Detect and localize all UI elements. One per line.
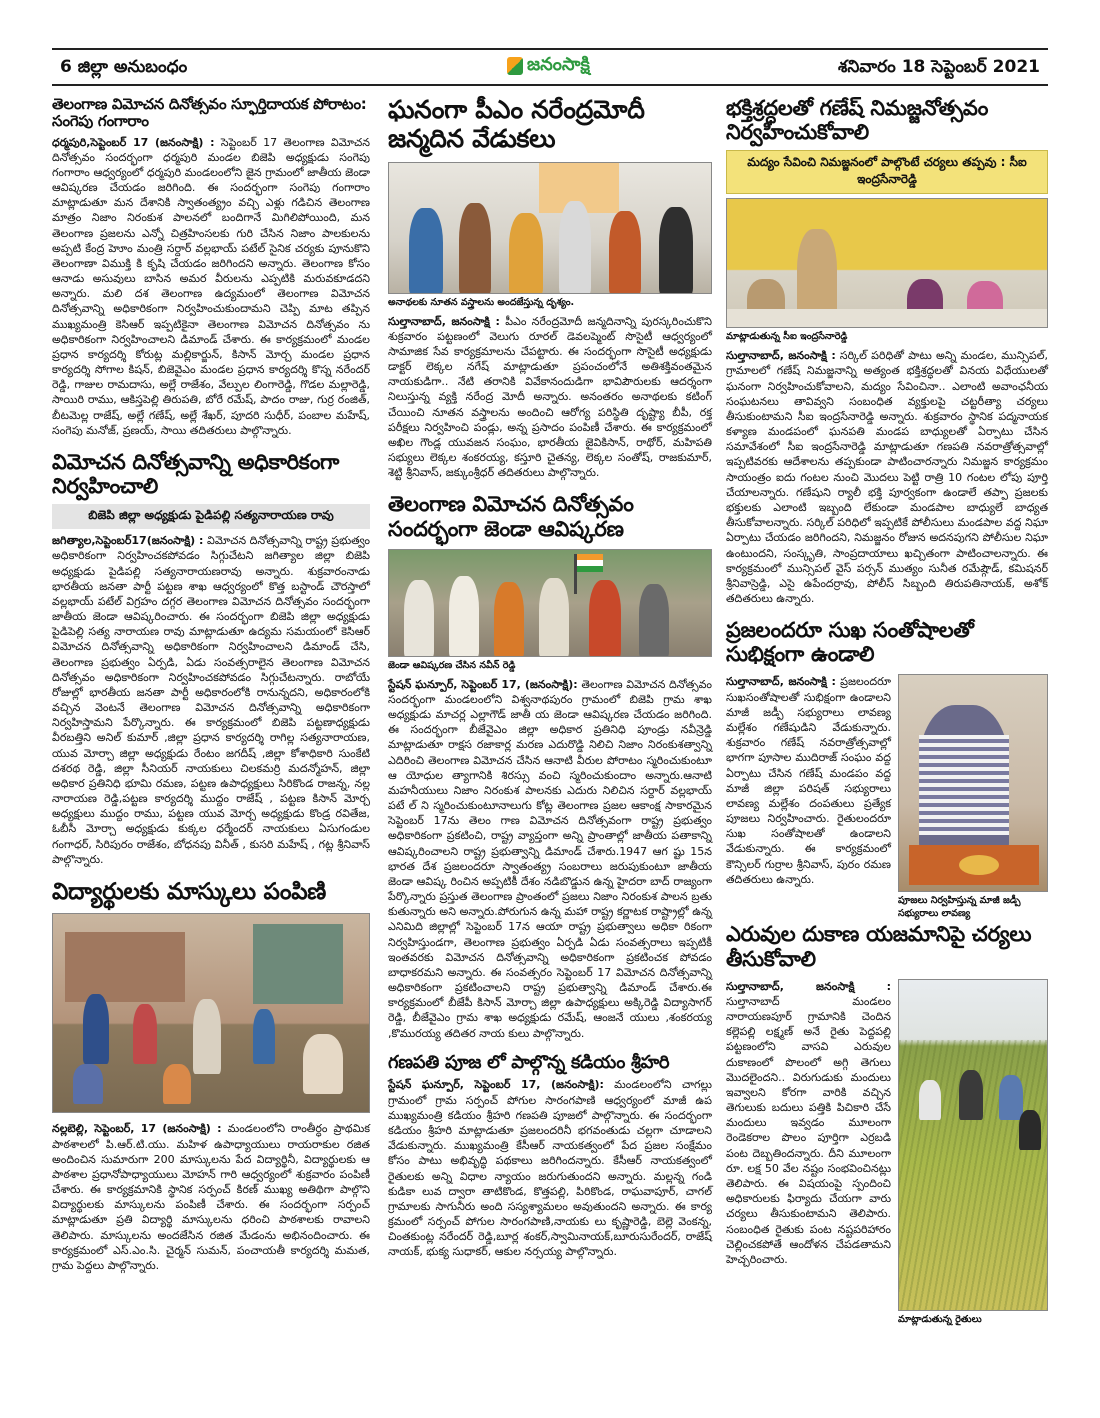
dateline: సుల్తానాబాద్, జనంసాక్షి : <box>726 349 836 363</box>
article-kadiyam <box>388 1053 712 1260</box>
article-body <box>726 348 1048 606</box>
masks-distribution-photo <box>52 913 370 1113</box>
dateline: జగిత్యాల,సెప్టెంబర్17(జనంసాక్షి) : <box>52 534 204 548</box>
headline: గణపతి పూజ లో పాల్గొన్న కడియం శ్రీహరి <box>388 1051 670 1073</box>
headline: తెలంగాణ విమోచన దినోత్సవం స్ఫూర్తిదాయక పోరాటం: సంగెపు గంగారాం <box>52 95 367 131</box>
headline: విమోచన దినోత్సవాన్ని అధికారికంగా నిర్వహించాలి <box>52 449 340 499</box>
article-satyanarayana <box>52 450 370 867</box>
flag-hoisting-photo <box>388 549 712 657</box>
puja-photo <box>898 674 1048 892</box>
article-masks <box>52 879 370 1273</box>
article-body <box>726 979 891 1267</box>
logo-mark-icon <box>507 57 523 75</box>
article-body <box>52 533 370 867</box>
body-text: పీఎం నరేంద్రమోదీ జన్మదినాన్ని పురస్కరించుకొని శుక్రవారం పట్టణంలో వెలుగు రూరల్ డెవలప్మెంట్ సొసైటీ ఆధ్వర్యంలో సామాజిక సేవ కార్యక్రమాలను చేపట్టారు. ఈ సందర్భంగా సొసైటీ అధ్యక్షుడు డాక్టర్ లెక్కల నగేష్ మాట్లాడుతూ ప్రపంచంలోనే అతిశక్తివంతమైన నాయకుడిగా.. నేటి తరానికి వివేకానందుడిగా భావిపౌరులకు ఆదర్శంగా నిలుస్తున్న వ్యక్తి నరేంద్ర మోదీ అన్నారు. అనంతరం అనాథలకు కటింగ్ చేయించి నూతన వస్త్రాలను అందించి ఆరోగ్య పరిస్థితి దృష్ట్యా బీపీ, రక్త పరీక్షలు నిర్వహించి పండ్లు, అన్న ప్రసాదం పంపిణీ చేశారు. ఈ కార్యక్రమంలో అఖిల గౌండ్ల యువజన సంఘం, భారతీయ జైవికిసాన్, రాథోర్, మహిపతి సభ్యులు లెక్కల శంకరయ్య, కస్తూరి చైతన్య, లెక్కల సంతోష్, రాజకుమార్, శెట్టి శ్రీనివాస్, జక్కుంశ్రీధర్ తదితరులు పాల్గొన్నారు. <box>388 314 712 480</box>
dateline: సుల్తానాబాద్, జనంసాక్షి : <box>388 314 500 328</box>
body-text: సర్కిల్ పరిధితో పాటు అన్ని మండల, మున్సిపల్, గ్రామాలలో గణేష్ నిమజ్జనాన్ని అత్యంత భక్తిశ్రద్ధలతో వినయ విధేయులతో ఘనంగా నిర్వహించుకోవాలని, మద్యం సేవించినా.. ఎలాంటి అవాంఛనీయ సంఘటనలు తావివ్వని సంబంధిత వ్యక్తులపై చట్టరీత్యా చర్యలు తీసుకుంటామని సీఐ ఇంద్రసేనారెడ్డి అన్నారు. శుక్రవారం స్థానిక పద్మనాయక కళ్యాణ మండపంలో ఘనపతి మండప బాధ్యులతో ఏర్పాటు చేసిన సమావేశంలో సీఐ ఇంద్రసేనారెడ్డి మాట్లాడుతూ గణపతి నవరాత్రోత్సవాల్లో ఇప్పటివరకు ఆదేశాలను తప్పకుండా పాటించారన్నారు నిమజ్జన కార్యక్రమం సాయంత్రం ఐదు గంటల నుంచి మొదలు పెట్టి రాత్రి 10 గంటల లోపు పూర్తి చేయాలన్నారు. గణేషుని ర్యాలీ భక్తి పూర్వకంగా ఉండాలే తప్పా ప్రజలకు భక్తులకు ఎలాంటి ఇబ్బంది లేకుండా మండపాల బాధ్యులే బాధ్యత తీసుకోవాలన్నారు. సర్కిల్ పరిధిలో ఇప్పటికే పోలీసులు మండపాల వద్ద నిఘా ఏర్పాటు చేయడం జరిగిందని, నిమజ్జనం రోజున అదనపుగని పోలీసుల నిఘా ఉంటుందని, సంస్కృతి, సాంప్రదాయాలు ఖచ్చితంగా పాటించాలన్నారు. ఈ కార్యక్రమంలో మున్సిపల్ వైస్ పర్సన్ ముత్యం సునీత రమేష్గౌడ్, కమిషనర్ శ్రీనివాస్రెడ్డి, ఎసై ఉపేందర్రావు, పోలీస్ సిబ్బంది తిరుపతినాయక్, అశోక్ తదితరులు ఉన్నారు. <box>726 349 1048 606</box>
headline: ఘనంగా పీఎం నరేంద్రమోదీ జన్మదిన వేడుకలు <box>388 95 645 153</box>
photo-caption: మాట్లాడుతున్న సీఐ ఇంద్రసేనారెడ్డి <box>726 331 848 343</box>
dateline: సుల్తానాబాద్, జనంసాక్షి : <box>726 675 836 689</box>
article-body <box>388 677 712 1041</box>
body-text: సెప్టెంబర్ 17 తెలంగాణ విమోచన దినోత్సవం సందర్భంగా ధర్మపురి మండల బిజెపి అధ్యక్షుడు సంగెపు గంగారాం ఆధ్వర్యంలో ధర్మపురి మండలంలోని జైన గ్రామంలో జాతీయ జెండా ఆవిష్కరణ చేయడం జరిగింది. ఈ సందర్భంగా సంగెపు గంగారాం మాట్లాడుతూ మన దేశానికి స్వాతంత్య్రం వచ్చి ఎళ్లు గడిచిన తెలంగాణ మాత్రం నిజాం నిరంకుశ పాలనలో బందిగానే మిగిలిపోయింది, మన తెలంగాణ ప్రజలను ఎన్నో చిత్రహింసలకు గురి చేసిన నిజాం పాలకులను అప్పటి కేంద్ర హెూం మంత్రి సర్దార్ వల్లభాయ్ పటేల్ సైనిక చర్యకు పూనుకొని తెలంగాణా విముక్తి కి కృషి చేయడం జరిగిందని అన్నారు. తెలంగాణ కోసం ఆనాడు అసువులు బాసిన అమర వీరులను ఎప్పటికి మరువకూడదని అన్నారు. మలి దశ తెలంగాణ ఉద్యమంలో తెలంగాణ విమోచన దినోత్సవాన్ని అధికారికంగా నిర్వహించుకుందామని చెప్పి మాట తప్పిన ముఖ్యమంత్రి కెసిఆర్ ఇప్పటికైనా తెలంగాణ విమోచన దినోత్సవం ను అధికారికంగా నిర్వహించాలని డిమాండ్ చేశారు. ఈ కార్యక్రమంలో మండల ప్రధాన కార్యదర్శి కోరుట్ల మల్లికార్జున్, కిసాన్ మోర్చ మండల ప్రధాన కార్యదర్శి సోగాల కిషన్, బిజెవైఎం మండల ప్రధాన కార్యదర్శి కొస్న నరేందర్ రెడ్డి, గాజుల రామదాసు, అల్లే రాజేశం, వేల్పుల లింగారెడ్డి, గొడల మల్లారెడ్డి, సాయిరి రాము, ఆకిస్తపెల్లి తిరుపతి, బోరే రమేష్, పాదం రాజు, గుర్ర రంజిత్, బీటమెల్ల రాజేష్, అల్లే గణేష్, అల్లే శేఖర్, పూదరి సుధీర్, పంబాల మహేష్, సంగెపు మనోజ్, ప్రణయ్, సాయి తదితరులు పాల్గొన్నారు. <box>52 135 370 437</box>
page-label: 6 జిల్లా అనుబంధం <box>60 57 188 77</box>
article-lavanya <box>726 618 1048 920</box>
headline: విద్యార్థులకు మాస్కులు పంపిణి <box>52 879 326 905</box>
subheadline: బిజెపి జిల్లా అధ్యక్షుడు పైడిపల్లి సత్యనారాయణ రావు <box>52 504 370 529</box>
ci-speaking-photo <box>726 198 1048 328</box>
issue-date: శనివారం 18 సెప్టెంబర్ 2021 <box>838 57 1040 77</box>
body-text: తెలంగాణ విమోచన దినోత్సవం సందర్భంగా మండలంలోని విశ్వనాథపురం గ్రామంలో బిజెపి గ్రామ శాఖ అధ్యక్షుడు మాచర్ల ఎల్లాగౌడ్ జాతీ య జెండా ఆవిష్కరణ చేయడం జరిగింది. ఈ సందర్భంగా బీజేవైఎం జిల్లా అధికార ప్రతినిధి పూండ్రు నవీన్రెడ్డి మాట్లాడుతూ రాక్షస రజాకార్ల మరణ ఎదురొడ్డి నిలిచి నిజాం నిరంకుశత్వాన్ని ఎదిరించి తెలంగాణ విమోచన చేసిన ఆనాటి వీరుల పోరాటం స్మరించుకుంటూ ఆ యోధుల త్యాగానికి శిరస్సు వంచి స్మరించుకుందాం అన్నారు.ఆనాటి మహనీయులు నిజాం నిరంకుశ పాలనకు ఎదురు నిలిచిన సర్దార్ వల్లభాయ్ పటే ల్ ని స్మరించుకుంటూనాలుగు కోట్ల తెలంగాణ ప్రజల ఆకాంక్ష సాకారమైన సెప్టెంబర్ 17ను తెలం గాణ విమోచన దినోత్సవంగా రాష్ట్ర ప్రభుత్వం అధికారికంగా ప్రకటించి, రాష్ట్ర వ్యాప్తంగా అన్ని ప్రాంతాల్లో జాతీయ పతాకాన్ని ఆవిష్కరించాలని రాష్ట్ర ప్రభుత్వాన్ని డిమాండ్ చేశారు.1947 ఆగ ష్టు 15న భారత దేశ ప్రజలందరూ స్వాతంత్య్ర సంబరాలు జరుపుకుంటూ జాతీయ జెండా ఆవిష్క రించిన అప్పటికీ దేశం నడిబొడ్డున ఉన్న హైదరా బాద్ రాజ్యంగా పేర్కొన్నారు ప్రస్తుత తెలంగాణ ప్రాంతంలో ప్రజలు నిజాం నిరంకుశ పాలన బ్రతు కుతున్నారు అని అన్నారు.పోరుగున ఉన్న మహా రాష్ట్ర కర్ణాటక రాష్ట్రాల్లో ఉన్న ఎనిమిది జిల్లాల్లో సెప్టెంబర్ 17న ఆయా రాష్ట్ర ప్రభుత్వాలు అధికా రికంగా నిర్వహిస్తుండగా, తెలంగాణ ప్రభుత్వం ఏర్పడి ఏడు సంవత్సరాలు ఇప్పటికీ ఇంతవరకు విమోచన దినోత్సవాన్ని అధికారికంగా ప్రకటించక పోవడం బాధాకరమని అన్నారు. ఈ సంవత్సరం సెప్టెంబర్ 17 విమోచన దినోత్సవాన్ని అధికారికంగా ప్రకటించాలని రాష్ట్ర ప్రభుత్వాన్ని డిమాండ్ చేశారు.ఈ కార్యక్రమంలో బీజేపీ కిసాన్ మోర్చా జిల్లా ఉపాధ్యక్షులు అక్కిరెడ్డి విద్యాసాగర్ రెడ్డి, బీజేవైఎం గ్రామ శాఖ అధ్యక్షుడు రమేష్, ఆంజనే యులు ,శంకరయ్య ,కొమురయ్య తదితర నాయ కులు పాల్గొన్నారు. <box>388 677 712 1040</box>
column-2 <box>388 96 712 1260</box>
article-body <box>52 135 370 438</box>
photo-caption: పూజలు నిర్వహిస్తున్న మాజీ జడ్పీ సభ్యురాలు లావణ్య <box>898 895 1021 920</box>
article-body <box>388 314 712 481</box>
dateline: స్టేషన్ ఘన్పూర్, సెప్టెంబర్ 17, (జనంసాక్షి): <box>388 677 578 691</box>
column-1 <box>52 96 370 1273</box>
dateline: స్టేషన్ ఘన్పూర్, సెప్టెంబర్ 17, (జనంసాక్షి): <box>388 1078 604 1092</box>
clothes-distribution-photo <box>388 162 712 294</box>
dateline: ధర్మపురి,సెప్టెంబర్ 17 (జనంసాక్షి) : <box>52 135 215 149</box>
article-flag-hoisting <box>388 492 712 1040</box>
body-text: ప్రజలందరూ సుఖసంతోషాలతో సుభిక్షంగా ఉండాలని మాజీ జడ్పీ సభ్యురాలు లావణ్య మల్లేశం గణేషుడిని వేడుకున్నారు. శుక్రవారం గణేష్ నవరాత్రోత్సవాల్లో భాగగా పూసాల ముదిరాజ్ సంఘం వద్ద ఏర్పాటు చేసిన గణేష్ మండపం వద్ద మాజీ జిల్లా పరిషత్ సభ్యురాలు లావణ్య మల్లేశం దంపతులు ప్రత్యేక పూజలు నిర్వహించారు. రైతులందరూ సుఖ సంతోషాలతో ఉండాలని వేడుకున్నారు. ఈ కార్యక్రమంలో కౌన్సిలర్ గుర్రాల శ్రీనివాస్, పురం రమణ తదితరులు ఉన్నారు. <box>726 675 892 886</box>
column-3 <box>726 96 1048 1339</box>
body-text: మండలంలోని రాంతీర్ధం ప్రాథమిక పాఠశాలలో పి.ఆర్.టి.యు. మహిళ ఉపాధ్యాయులు రాయరాకుల రజిత అందించిన సుమారుగా 200 మాస్కులను పేద విద్యార్థినీ, విద్యార్థులకు ఆ పాఠశాల ప్రధానోపాధ్యాయులు మోహన్ గారి ఆధ్వర్యంలో శుక్రవారం పంపిణీ చేశారు. ఈ కార్యక్రమానికి స్థానిక సర్పంచ్ కిరణ్ ముఖ్య అతిథిగా పాల్గొని విద్యార్థులకు మాస్కులను పంపిణీ చేశారు. ఈ సందర్భంగా సర్పంచ్ మాట్లాడుతూ ప్రతి విద్యార్థి మాస్కులను ధరించి పాఠశాలకు రావాలని తెలిపారు. మాస్కులను అందజేసిన రజిత మేడంను అభినందించారు. ఈ కార్యక్రమంలో ఎస్.ఎం.సి. చైర్మన్ సుమన్, పంచాయతీ కార్యదర్శి మమత, గ్రామ పెద్దలు పాల్గొన్నారు. <box>52 1122 370 1272</box>
masthead <box>52 48 1048 86</box>
dateline: నల్లబెల్లి, సెప్టెంబర్, 17 (జనంసాక్షి) : <box>52 1122 222 1136</box>
article-body <box>726 674 891 886</box>
article-body <box>388 1077 712 1259</box>
paper-logo <box>507 52 617 82</box>
article-gangaram <box>52 96 370 438</box>
body-text: మండలంలోని చాగల్లు గ్రామంలో గ్రామ సర్పంచ్ పోగుల సారంగపాణి ఆధ్వర్యంలో మాజీ ఉప ముఖ్యమంత్రి కడియం శ్రీహరి గణపతి పూజలో పాల్గొన్నారు. ఈ సందర్భంగా కడియం శ్రీహరి మాట్లాడుతూ ప్రజలందరినీ భగవంతుడు చల్లగా చూడాలని వేడుకున్నారు. ముఖ్యమంత్రి కేసీఆర్ నాయకత్వంలో పేద ప్రజల సంక్షేమం కోసం పాటు అభివృద్ధి పథకాలు జరిగిందన్నారు. కేసీఆర్ నాయకత్వంలో రైతులకు అన్ని విధాల న్యాయం జరుగుతుందని అన్నారు. మల్లన్న గండి కుడికా లువ ద్వారా తాటికొండ, కొత్తపల్లి, పిరికొండ, రాఘవాపూర్, చాగల్ గ్రామాలకు సాగునీరు అంది సస్యశ్యామలం అవుతుందని అన్నారు. ఈ కార్య క్రమంలో సర్పంచ్ పోగుల సారంగపాణి,నాయకు లు కృష్ణారెడ్డి, బెల్లె వెంకన్న, చింతకుంట్ల నరేందర్ రెడ్డి,బూర్ల శంకర్,స్వామినాయక్,బూరుసురేందర్, రాజేష్ నాయక్, భుక్య సుధాకర్, ఆకుల నర్సయ్య పాల్గొన్నారు. <box>388 1078 712 1259</box>
paper-name: జనంసాక్షి <box>527 54 590 75</box>
photo-caption: మాట్లాడుతున్న రైతులు <box>898 1313 982 1325</box>
article-fertilizer-shop <box>726 922 1048 1338</box>
headline: ప్రజలందరూ సుఖ సంతోషాలతో సుభిక్షంగా ఉండాలి <box>726 618 974 667</box>
body-text: విమోచన దినోత్సవాన్ని రాష్ట్ర ప్రభుత్వం అధికారికంగా నిర్వహించకపోవడం సిగ్గుచేటని జగిత్యాల జిల్లా బిజెపి అధ్యక్షుడు పైడిపల్లి సత్యనారాయణరావు అన్నారు. శుక్రవారంనాడు భారతీయ జనతా పార్టీ పట్టణ శాఖ ఆధ్వర్యంలో కొత్త బస్టాండ్ చౌరస్తాలో వల్లభాయ్ పటేల్ విగ్రహం దగ్గర తెలంగాణ విమోచన దినోత్సవం సందర్భంగా జాతీయ జెండా ఆవిష్కరించారు. ఈ సందర్భంగా బిజెపి జిల్లా అధ్యక్షుడు పైడిపెల్లి సత్య నారాయణ రావు మాట్లాడుతూ ఉద్యమ సమయంలో కెసిఆర్ విమోచన దినోత్సవాన్ని అధికారికంగా నిర్వహించాలని డిమాండ్ చేసి, తెలంగాణ ప్రభుత్వం ఏర్పడి, ఏడు సంవత్సరాలైన తెలంగాణ విమోచన దినోత్సవం అధికారికంగా నిర్వహించకపోవడం సిగ్గుచేటన్నారు. రాబోయే రోజుల్లో భారతీయ జనతా పార్టీ అధికారంలోకి రానున్నదని, అధికారంలోకి వచ్చిన వెంటనే తెలంగాణ విమోచన దినోత్సవాన్ని అధికారికంగా నిర్వహిస్తామని పేర్కొన్నారు. ఈ కార్యక్రమంలో బిజెపి పట్టణాధ్యక్షుడు వీరబత్తిని అనిల్ కుమార్ ,జిల్లా ప్రధాన కార్యదర్శి రాగిల్ల సత్యనారాయణ, యువ మోర్చా జిల్లా అధ్యక్షుడు రేంటం జగదీష్ ,జిల్లా కోశాధికారి సుంకేటి దశరథ రెడ్డి, జిల్లా సీనియర్ నాయకులు చిలకమర్రి మదన్మోహన్, జిల్లా అధికార ప్రతినిధి భూమి రమణ, పట్టణ ఉపాధ్యక్షులు సిరికొండ రాజన్న, నల్ల నారాయణ రెడ్డి,పట్టణ కార్యదర్శి ముద్దం రాజేష్ , పట్టణ కిసాన్ మోర్చ అధ్యక్షులు ముద్దం రాము, పట్టణ యువ మోర్చ అధ్యక్షుడు కొండ్ర రవితేజ, ఓబీసీ మోర్చా అధ్యక్షుడు కుక్కల ధర్మేందర్ నాయకులు ఏసుగండుల గంగాధర్, సిరిపురం రాజేశం, బోధనపు వినీత్ , కుసరి మహేష్ , గట్ల శ్రీనివాస్ పాల్గొన్నారు. <box>52 534 371 866</box>
body-text: సుల్తానాబాద్ మండలం నారాయణపూర్ గ్రామానికి చెందిన కల్లెపల్లి లక్ష్మణ్ అనే రైతు పెద్దపల్లి పట్టణంలోని వాసవి ఎరువుల దుకాణంలో పొలంలో అగ్గి తెగులు మొదలైందని.. విరుగుడుకు మందులు ఇవ్వాలని కోరగా వారికి వచ్చిన తెగులుకు బదులు పత్తికి పిచికారి చేసే మందులు ఇవ్వడం మూలంగా రెండెకరాల పొలం పూర్తిగా ఎర్రబడి పంట దెబ్బతిందన్నారు. దీని మూలంగా రూ. లక్ష 50 వేల నష్టం సంభవించినట్లు తెలిపారు. ఈ విషయంపై స్పందించి అధికారులకు ఫిర్యాదు చేయగా వారు చర్యలు తీసుకుంటామని తెలిపారు. సంబంధిత రైతుకు పంట నష్టపరిహారం చెల్లించకపోతే ఆందోళన చేపడతామని హెచ్చరించారు. <box>726 994 891 1266</box>
headline: భక్తిశ్రద్ధలతో గణేష్ నిమజ్జనోత్సవం నిర్వహించుకోవాలి <box>726 96 989 145</box>
paddy-field-photo <box>898 979 1048 1311</box>
article-modi-birthday <box>388 96 712 480</box>
headline: తెలంగాణ విమోచన దినోత్సవం సందర్భంగా జెండా ఆవిష్కరణ <box>388 492 634 541</box>
article-ganesh-immersion <box>726 96 1048 606</box>
article-body <box>52 1121 370 1273</box>
headline: ఎరువుల దుకాణ యజమానిపై చర్యలు తీసుకోవాలి <box>726 922 1032 971</box>
photo-caption: అనాథలకు నూతన వస్త్రాలను అందజేస్తున్న దృశ్యం. <box>388 296 575 308</box>
subheadline: మద్యం సేవించి నిమజ్జనంలో పాల్గొంటే చర్యలు తప్పవు : సీఐ ఇంద్రసేనారెడ్డి <box>726 150 1048 194</box>
photo-caption: జెండా ఆవిష్కరణ చేసిన నవీన్ రెడ్డి <box>388 659 516 671</box>
dateline: సుల్తానాబాద్, జనంసాక్షి : <box>726 979 891 993</box>
